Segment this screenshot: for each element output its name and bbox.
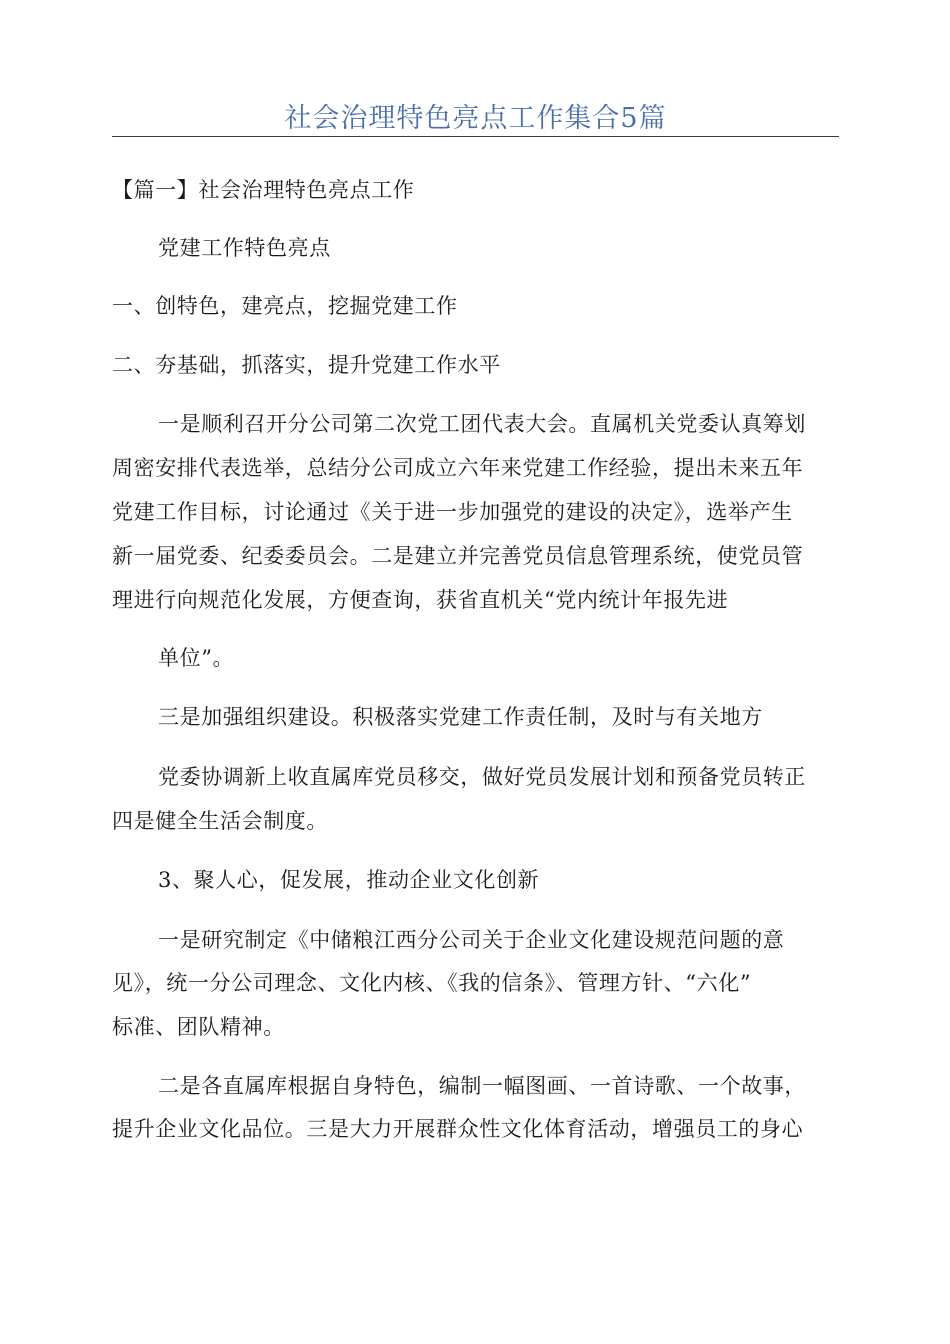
paragraph-line: 党委协调新上收直属库党员移交，做好党员发展计划和预备党员转正 bbox=[158, 765, 806, 789]
list-item: 一、创特色，建亮点，挖掘党建工作 bbox=[112, 294, 458, 318]
paragraph-line: 理进行向规范化发展，方便查询，获省直机关“党内统计年报先进 bbox=[112, 588, 729, 612]
paragraph-line: 二是各直属库根据自身特色，编制一幅图画、一首诗歌、一个故事， bbox=[158, 1074, 806, 1098]
paragraph-line: 单位”。 bbox=[158, 646, 235, 670]
paragraph-line: 一是顺利召开分公司第二次党工团代表大会。直属机关党委认真筹划 bbox=[158, 412, 806, 436]
paragraph-line: 标准、团队精神。 bbox=[112, 1015, 285, 1039]
paragraph-line: 一是研究制定《中储粮江西分公司关于企业文化建设规范问题的意 bbox=[158, 928, 785, 952]
paragraph-line: 四是健全生活会制度。 bbox=[112, 809, 328, 833]
subheading: 党建工作特色亮点 bbox=[158, 236, 331, 260]
list-item: 3、聚人心，促发展，推动企业文化创新 bbox=[158, 868, 540, 892]
document-title: 社会治理特色亮点工作集合5篇 bbox=[284, 103, 667, 134]
section-heading: 【篇一】社会治理特色亮点工作 bbox=[112, 178, 415, 202]
title-underline bbox=[112, 136, 839, 137]
paragraph-line: 新一届党委、纪委委员会。二是建立并完善党员信息管理系统，使党员管 bbox=[112, 544, 804, 568]
paragraph-line: 周密安排代表选举，总结分公司成立六年来党建工作经验，提出未来五年 bbox=[112, 456, 804, 480]
paragraph-line: 见》，统一分公司理念、文化内核、《我的信条》、管理方针、“六化” bbox=[112, 971, 752, 995]
paragraph-line: 提升企业文化品位。三是大力开展群众性文化体育活动，增强员工的身心 bbox=[112, 1117, 804, 1141]
list-item: 二、夯基础，抓落实，提升党建工作水平 bbox=[112, 353, 501, 377]
paragraph-line: 三是加强组织建设。积极落实党建工作责任制，及时与有关地方 bbox=[158, 705, 763, 729]
paragraph-line: 党建工作目标，讨论通过《关于进一步加强党的建设的决定》，选举产生 bbox=[112, 500, 793, 524]
